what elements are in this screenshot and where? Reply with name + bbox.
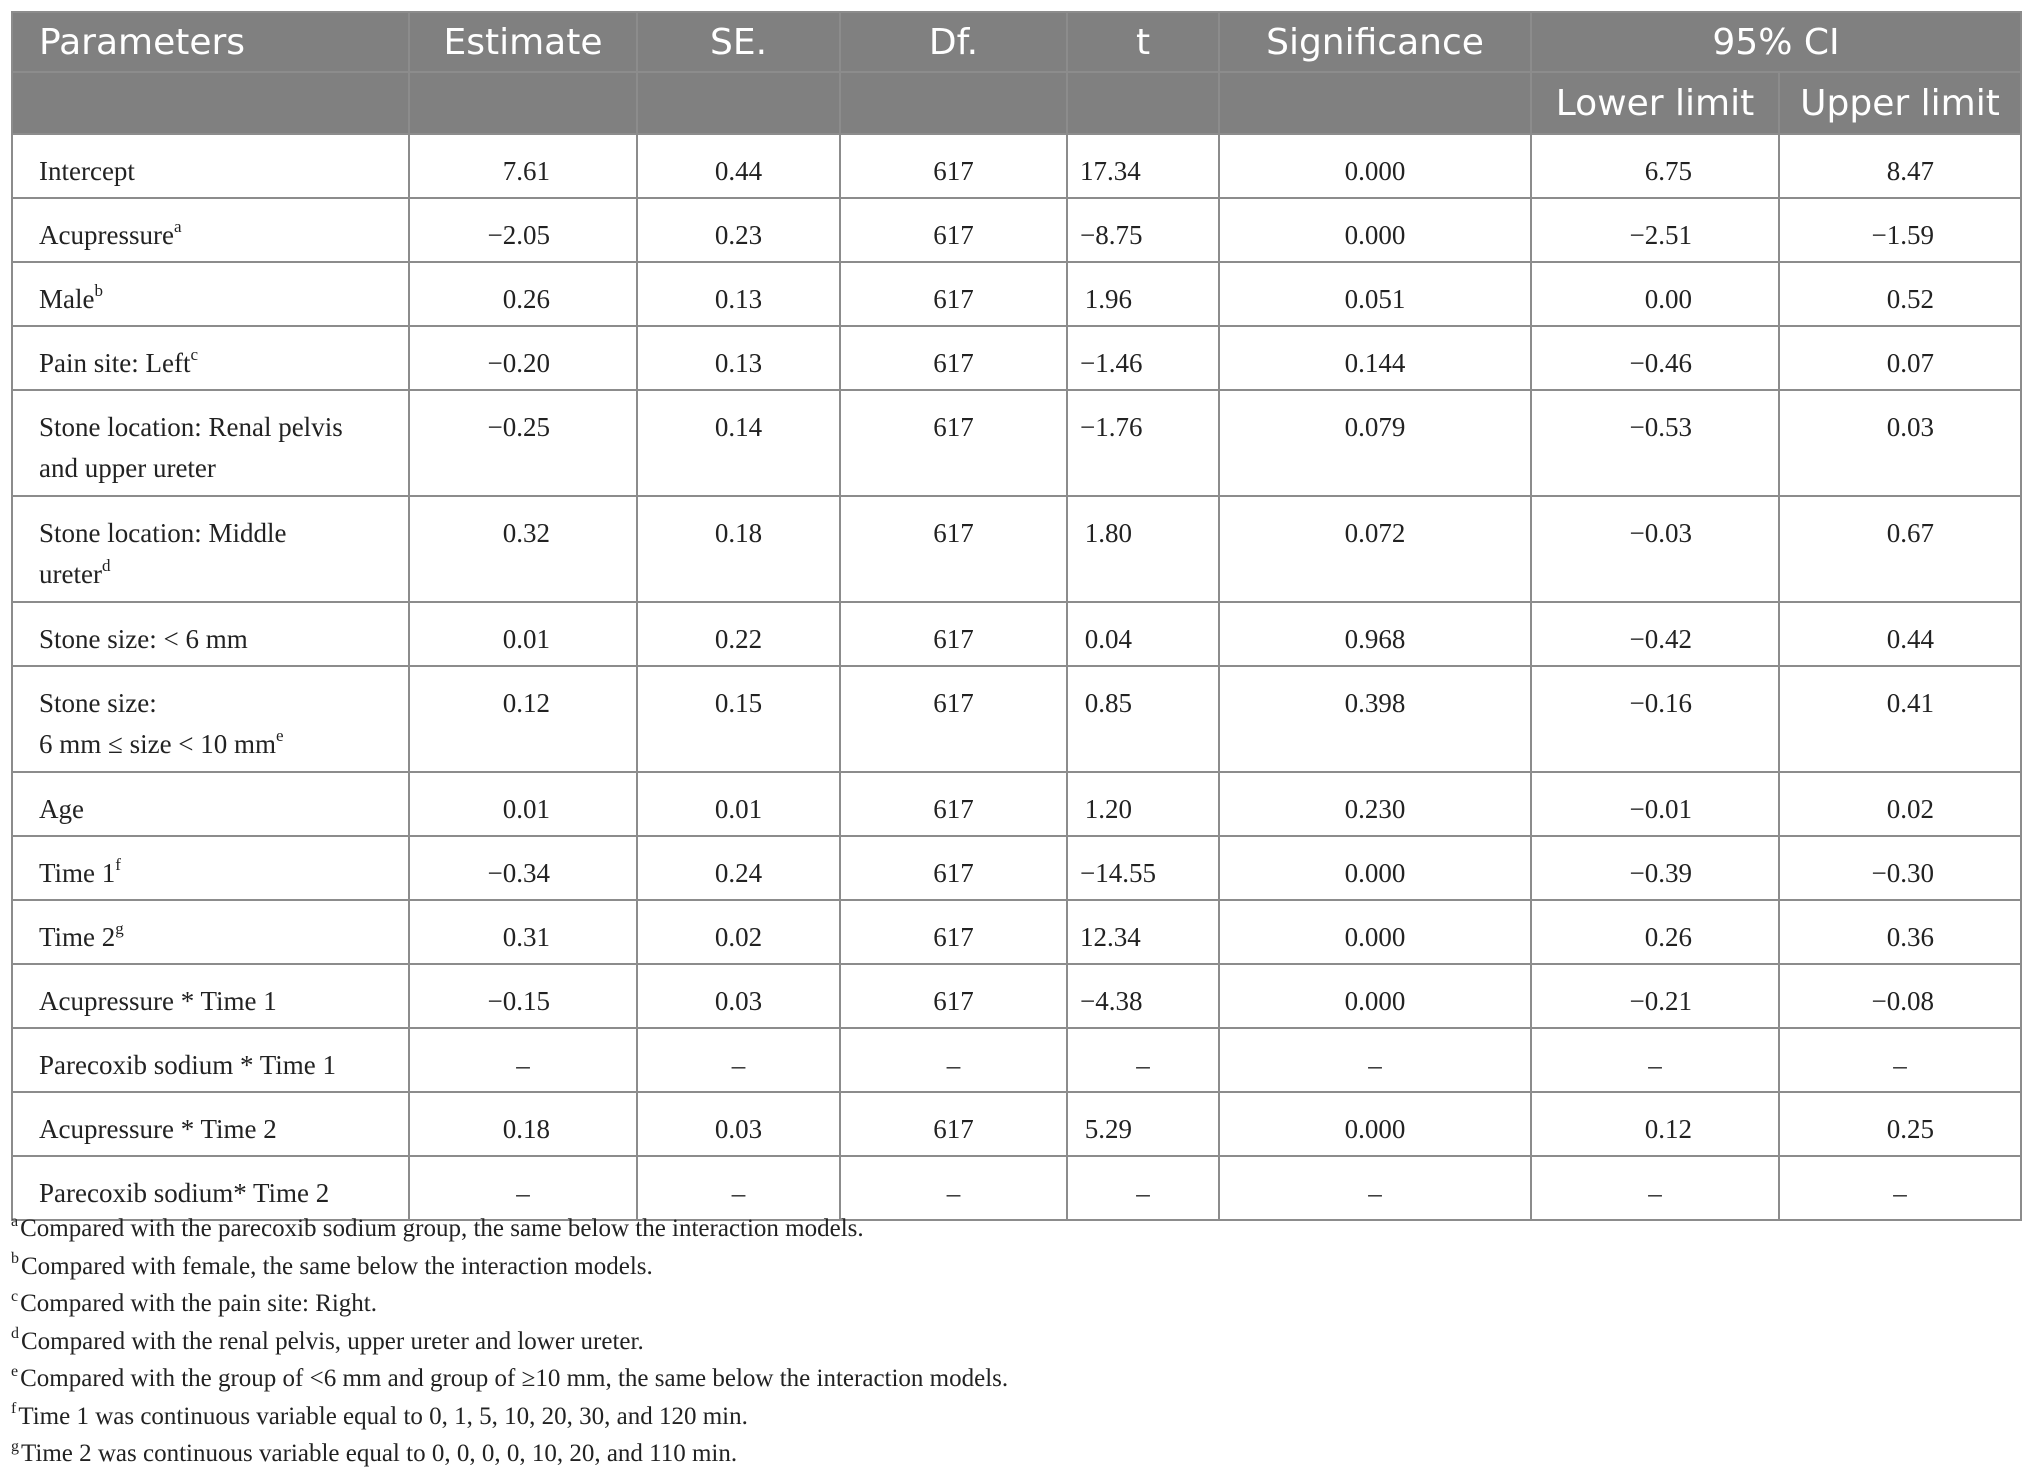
cell-upper-limit: – xyxy=(1779,1156,2021,1220)
footnotes xyxy=(11,1210,1008,1473)
row-label-text: Time 1 xyxy=(39,858,116,888)
header-t: t xyxy=(1067,12,1219,72)
cell-upper-limit: – xyxy=(1779,1028,2021,1092)
table-row xyxy=(12,602,2021,666)
footnote xyxy=(11,1360,1008,1398)
cell-t: – xyxy=(1067,1156,1219,1220)
cell-significance: – xyxy=(1219,1028,1531,1092)
cell-significance: 0.051 xyxy=(1219,262,1531,326)
cell-t: 1.80 xyxy=(1067,496,1219,602)
row-label-text: Parecoxib sodium* Time 2 xyxy=(39,1178,330,1208)
cell-significance: 0.000 xyxy=(1219,198,1531,262)
cell-t: −8.75 xyxy=(1067,198,1219,262)
row-label xyxy=(12,836,409,900)
cell-t: 0.04 xyxy=(1067,602,1219,666)
cell-se: 0.03 xyxy=(637,1092,840,1156)
cell-upper-limit: 8.47 xyxy=(1779,134,2021,198)
cell-lower-limit: 6.75 xyxy=(1531,134,1779,198)
footnote-mark: e xyxy=(11,1362,19,1380)
cell-lower-limit: – xyxy=(1531,1156,1779,1220)
cell-estimate: 0.01 xyxy=(409,602,637,666)
cell-upper-limit: 0.07 xyxy=(1779,326,2021,390)
footnote-text: Compared with the parecoxib sodium group, the same below the interaction models. xyxy=(20,1215,864,1242)
row-label xyxy=(12,496,409,602)
cell-se: – xyxy=(637,1028,840,1092)
cell-se: 0.02 xyxy=(637,900,840,964)
row-label xyxy=(12,602,409,666)
cell-upper-limit: 0.03 xyxy=(1779,390,2021,496)
cell-df: 617 xyxy=(840,666,1067,772)
row-label-text: Stone location: Middle xyxy=(39,518,287,548)
cell-lower-limit: −0.53 xyxy=(1531,390,1779,496)
table-header xyxy=(12,12,2021,134)
row-label-text: Acupressure * Time 2 xyxy=(39,1114,277,1144)
footnote-mark: g xyxy=(11,1437,19,1455)
footnote-text: Time 2 was continuous variable equal to 0, 0, 0, 0, 10, 20, and 110 min. xyxy=(21,1440,738,1467)
row-label-text: Stone size: xyxy=(39,688,157,718)
cell-se: 0.03 xyxy=(637,964,840,1028)
cell-lower-limit: −0.21 xyxy=(1531,964,1779,1028)
cell-significance: 0.000 xyxy=(1219,1092,1531,1156)
table-row xyxy=(12,326,2021,390)
cell-significance: 0.398 xyxy=(1219,666,1531,772)
cell-estimate: 7.61 xyxy=(409,134,637,198)
header-blank xyxy=(409,72,637,134)
row-label xyxy=(12,390,409,496)
cell-t: 17.34 xyxy=(1067,134,1219,198)
cell-estimate: 0.32 xyxy=(409,496,637,602)
header-blank xyxy=(637,72,840,134)
footnote-mark: b xyxy=(11,1250,19,1268)
row-label xyxy=(12,772,409,836)
row-label-text: Intercept xyxy=(39,156,135,186)
row-label xyxy=(12,666,409,772)
cell-se: 0.15 xyxy=(637,666,840,772)
cell-upper-limit: 0.25 xyxy=(1779,1092,2021,1156)
cell-t: 1.96 xyxy=(1067,262,1219,326)
cell-se: 0.13 xyxy=(637,326,840,390)
row-label xyxy=(12,1028,409,1092)
regression-table-container xyxy=(11,11,2020,1221)
header-blank xyxy=(12,72,409,134)
footnote-text: Compared with the pain site: Right. xyxy=(20,1290,378,1317)
cell-df: 617 xyxy=(840,602,1067,666)
cell-upper-limit: 0.52 xyxy=(1779,262,2021,326)
row-label-text: Parecoxib sodium * Time 1 xyxy=(39,1050,337,1080)
row-label-text: Acupressure xyxy=(39,220,174,250)
row-label-text: Stone location: Renal pelvis xyxy=(39,412,343,442)
cell-df: 617 xyxy=(840,836,1067,900)
footnote xyxy=(11,1398,1008,1436)
cell-estimate: −0.20 xyxy=(409,326,637,390)
row-label xyxy=(12,198,409,262)
table-row xyxy=(12,262,2021,326)
cell-significance: 0.072 xyxy=(1219,496,1531,602)
row-label-text-line2: and upper ureter xyxy=(39,453,216,483)
footnote-text: Compared with female, the same below the interaction models. xyxy=(21,1252,653,1280)
cell-se: 0.14 xyxy=(637,390,840,496)
cell-se: 0.13 xyxy=(637,262,840,326)
cell-se: 0.24 xyxy=(637,836,840,900)
cell-estimate: −0.15 xyxy=(409,964,637,1028)
table-row xyxy=(12,900,2021,964)
cell-estimate: 0.26 xyxy=(409,262,637,326)
footnote xyxy=(11,1323,1008,1361)
cell-estimate: – xyxy=(409,1156,637,1220)
table-body xyxy=(12,134,2021,1220)
footnote-marker: a xyxy=(173,217,182,236)
cell-df: 617 xyxy=(840,900,1067,964)
cell-t: −14.55 xyxy=(1067,836,1219,900)
footnote-marker: g xyxy=(115,919,124,938)
cell-estimate: – xyxy=(409,1028,637,1092)
cell-significance: 0.000 xyxy=(1219,900,1531,964)
footnote-mark: c xyxy=(11,1287,19,1305)
cell-t: 0.85 xyxy=(1067,666,1219,772)
cell-estimate: 0.01 xyxy=(409,772,637,836)
header-blank xyxy=(1067,72,1219,134)
table-row xyxy=(12,198,2021,262)
cell-se: – xyxy=(637,1156,840,1220)
footnote-text: Compared with the renal pelvis, upper ureter and lower ureter. xyxy=(21,1327,644,1355)
row-label-text: Age xyxy=(39,794,84,824)
cell-significance: 0.000 xyxy=(1219,134,1531,198)
cell-df: 617 xyxy=(840,326,1067,390)
cell-lower-limit: 0.26 xyxy=(1531,900,1779,964)
header-blank xyxy=(840,72,1067,134)
row-label xyxy=(12,134,409,198)
cell-lower-limit: 0.12 xyxy=(1531,1092,1779,1156)
header-estimate: Estimate xyxy=(409,12,637,72)
row-label-text: Time 2 xyxy=(39,922,116,952)
cell-df: 617 xyxy=(840,964,1067,1028)
cell-t: −4.38 xyxy=(1067,964,1219,1028)
cell-upper-limit: 0.02 xyxy=(1779,772,2021,836)
cell-lower-limit: −0.16 xyxy=(1531,666,1779,772)
cell-df: 617 xyxy=(840,134,1067,198)
cell-df: 617 xyxy=(840,198,1067,262)
cell-upper-limit: −0.08 xyxy=(1779,964,2021,1028)
footnote xyxy=(11,1285,1008,1323)
footnote-marker: c xyxy=(190,345,199,364)
footnote-marker: e xyxy=(276,726,284,745)
cell-df: – xyxy=(840,1028,1067,1092)
cell-significance: 0.000 xyxy=(1219,836,1531,900)
table-row xyxy=(12,390,2021,496)
cell-estimate: −0.34 xyxy=(409,836,637,900)
footnote-mark: f xyxy=(11,1400,17,1418)
cell-df: 617 xyxy=(840,1092,1067,1156)
cell-significance: 0.144 xyxy=(1219,326,1531,390)
table-row xyxy=(12,1028,2021,1092)
cell-estimate: 0.31 xyxy=(409,900,637,964)
row-label-text: Pain site: Left xyxy=(39,348,191,378)
cell-upper-limit: 0.67 xyxy=(1779,496,2021,602)
cell-se: 0.01 xyxy=(637,772,840,836)
cell-estimate: 0.12 xyxy=(409,666,637,772)
cell-lower-limit: −0.03 xyxy=(1531,496,1779,602)
footnote-mark: a xyxy=(11,1212,19,1230)
cell-t: −1.46 xyxy=(1067,326,1219,390)
cell-lower-limit: −0.46 xyxy=(1531,326,1779,390)
cell-lower-limit: −0.39 xyxy=(1531,836,1779,900)
footnote xyxy=(11,1210,1008,1248)
table-row xyxy=(12,496,2021,602)
cell-estimate: −2.05 xyxy=(409,198,637,262)
row-label xyxy=(12,900,409,964)
row-label-text: Stone size: < 6 mm xyxy=(39,624,248,654)
cell-upper-limit: 0.36 xyxy=(1779,900,2021,964)
header-ci: 95% CI xyxy=(1531,12,2021,72)
footnote xyxy=(11,1435,1008,1473)
cell-significance: – xyxy=(1219,1156,1531,1220)
cell-t: 1.20 xyxy=(1067,772,1219,836)
header-df: Df. xyxy=(840,12,1067,72)
cell-upper-limit: −0.30 xyxy=(1779,836,2021,900)
cell-significance: 0.000 xyxy=(1219,964,1531,1028)
cell-significance: 0.079 xyxy=(1219,390,1531,496)
cell-upper-limit: 0.41 xyxy=(1779,666,2021,772)
table-row xyxy=(12,836,2021,900)
cell-estimate: 0.18 xyxy=(409,1092,637,1156)
footnote-text: Time 1 was continuous variable equal to 0, 1, 5, 10, 20, 30, and 120 min. xyxy=(18,1402,748,1430)
cell-lower-limit: −0.01 xyxy=(1531,772,1779,836)
cell-df: 617 xyxy=(840,390,1067,496)
cell-significance: 0.230 xyxy=(1219,772,1531,836)
footnote-marker: f xyxy=(115,855,121,874)
footnote xyxy=(11,1248,1008,1286)
row-label xyxy=(12,326,409,390)
row-label-text-line2: 6 mm ≤ size < 10 mm xyxy=(39,729,277,759)
cell-t: 5.29 xyxy=(1067,1092,1219,1156)
cell-df: – xyxy=(840,1156,1067,1220)
regression-table xyxy=(11,11,2022,1221)
cell-se: 0.44 xyxy=(637,134,840,198)
cell-estimate: −0.25 xyxy=(409,390,637,496)
table-row xyxy=(12,1092,2021,1156)
header-significance: Significance xyxy=(1219,12,1531,72)
cell-lower-limit: −0.42 xyxy=(1531,602,1779,666)
row-label-text: Male xyxy=(39,284,95,314)
cell-df: 617 xyxy=(840,496,1067,602)
cell-lower-limit: – xyxy=(1531,1028,1779,1092)
cell-upper-limit: −1.59 xyxy=(1779,198,2021,262)
cell-df: 617 xyxy=(840,772,1067,836)
cell-significance: 0.968 xyxy=(1219,602,1531,666)
cell-lower-limit: −2.51 xyxy=(1531,198,1779,262)
header-parameters: Parameters xyxy=(12,12,409,72)
cell-t: – xyxy=(1067,1028,1219,1092)
table-row xyxy=(12,134,2021,198)
table-row xyxy=(12,964,2021,1028)
row-label xyxy=(12,1092,409,1156)
header-se: SE. xyxy=(637,12,840,72)
cell-se: 0.22 xyxy=(637,602,840,666)
cell-upper-limit: 0.44 xyxy=(1779,602,2021,666)
cell-t: 12.34 xyxy=(1067,900,1219,964)
row-label xyxy=(12,262,409,326)
cell-t: −1.76 xyxy=(1067,390,1219,496)
row-label xyxy=(12,964,409,1028)
cell-se: 0.18 xyxy=(637,496,840,602)
row-label-text-line2: ureter xyxy=(39,559,102,589)
header-upper-limit: Upper limit xyxy=(1779,72,2021,134)
row-label-text: Acupressure * Time 1 xyxy=(39,986,277,1016)
cell-df: 617 xyxy=(840,262,1067,326)
table-row xyxy=(12,772,2021,836)
header-lower-limit: Lower limit xyxy=(1531,72,1779,134)
footnote-marker: b xyxy=(94,281,103,300)
footnote-marker: d xyxy=(101,556,111,575)
footnote-mark: d xyxy=(11,1325,19,1343)
footnote-text: Compared with the group of <6 mm and group of ≥10 mm, the same below the interaction models. xyxy=(20,1365,1009,1392)
header-blank xyxy=(1219,72,1531,134)
cell-lower-limit: 0.00 xyxy=(1531,262,1779,326)
cell-se: 0.23 xyxy=(637,198,840,262)
table-row xyxy=(12,666,2021,772)
